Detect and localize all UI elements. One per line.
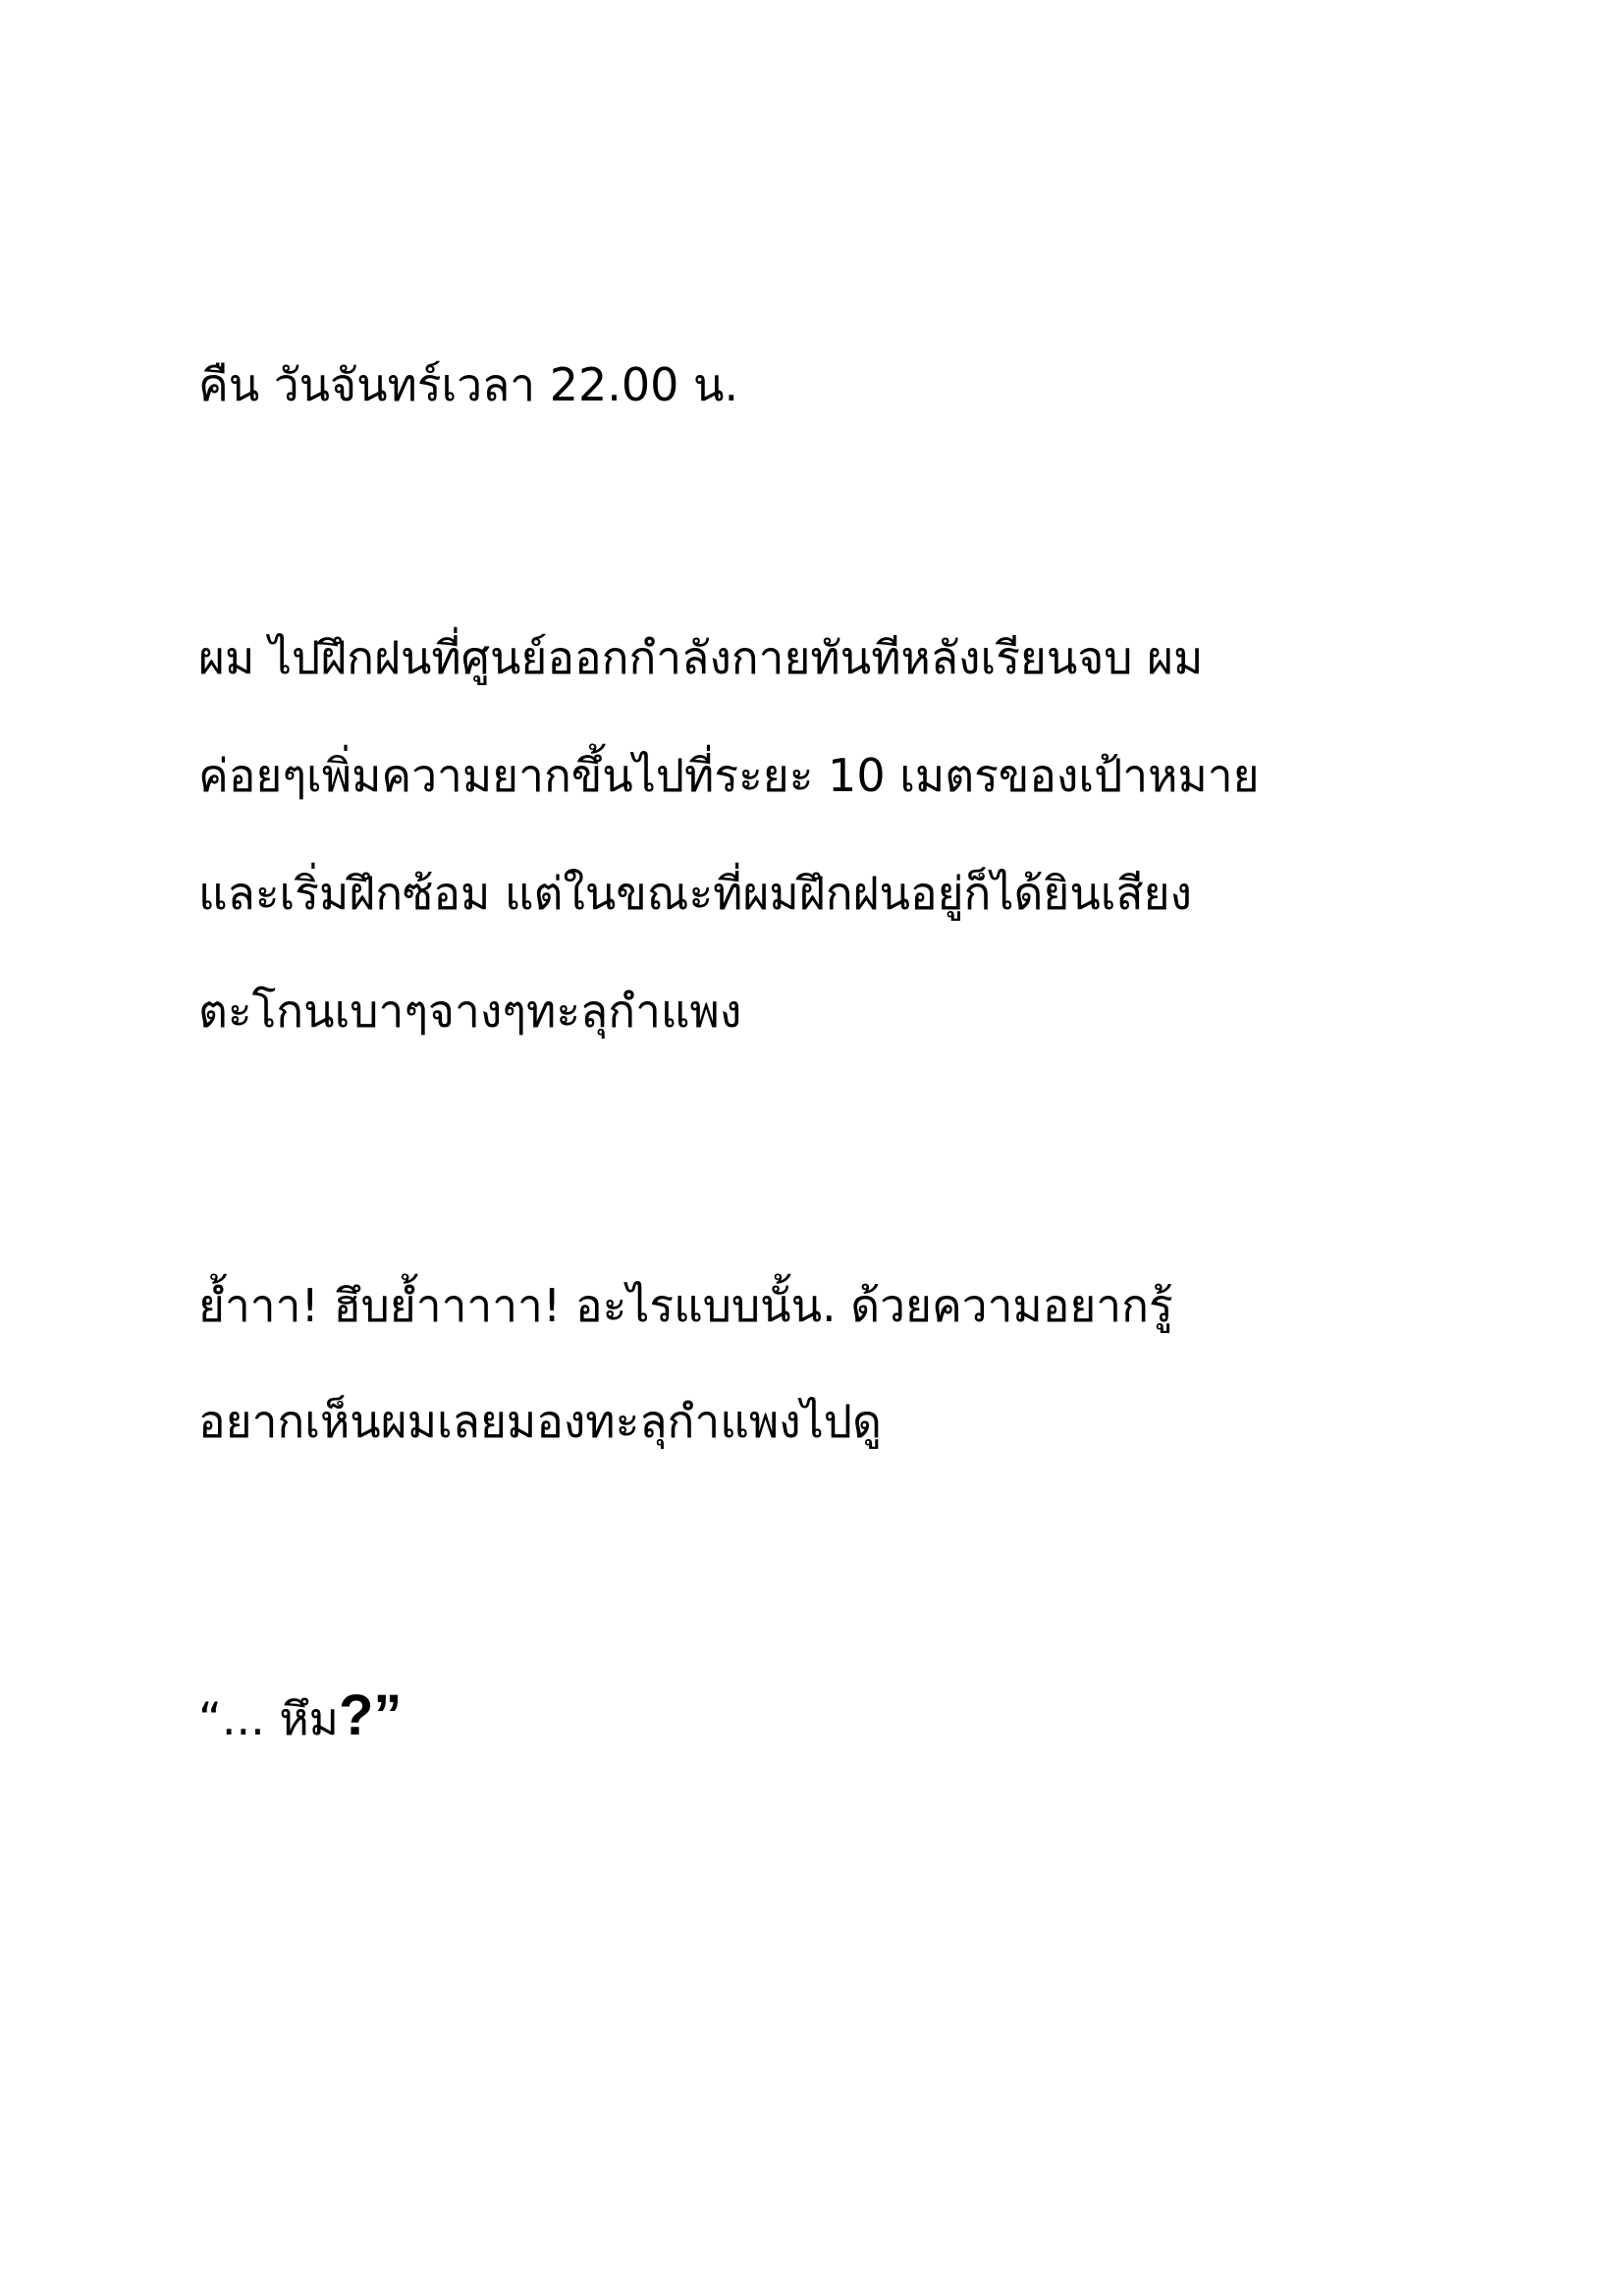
paragraph-line: ค่อยๆเพิ่มความยากขึ้นไปที่ระยะ 10 เมตรของเป้าหมาย: [198, 749, 1260, 802]
dialogue-text: “... หึม: [198, 1692, 339, 1745]
paragraph-line: ตะโกนเบาๆจางๆทะลุกำแพง: [198, 985, 742, 1038]
paragraph-line: อยากเห็นผมเลยมองทะลุกำแพงไปดู: [198, 1395, 882, 1448]
paragraph-line: ผม ไปฝึกฝนที่ศูนย์ออกกำลังกายทันทีหลังเรียนจบ ผม: [198, 631, 1204, 684]
datetime-heading: คืน วันจันทร์เวลา 22.00 น.: [198, 358, 739, 411]
paragraph-line: และเริ่มฝึกซ้อม แต่ในขณะที่ผมฝึกฝนอยู่ก็ได้ยินเสียง: [198, 867, 1192, 920]
dialogue-question-mark: ?”: [338, 1683, 403, 1747]
dialogue-line: [198, 1683, 403, 1748]
paragraph-line: ย้ำาา! ฮึบย้ำาาาา! อะไรแบบนั้น. ด้วยความอยากรู้: [198, 1279, 1173, 1332]
